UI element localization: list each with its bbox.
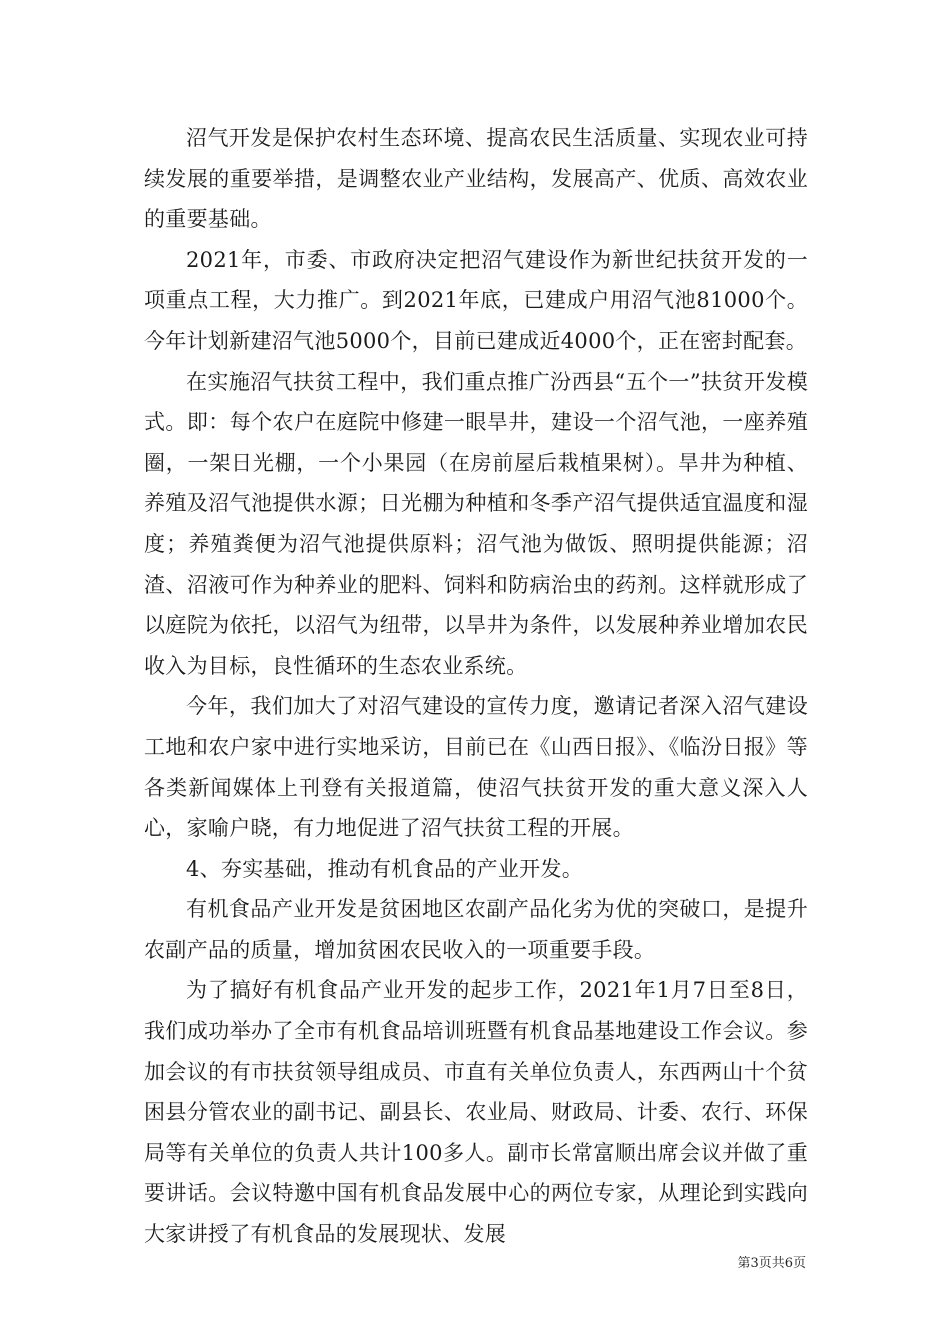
paragraph-organic-food-intro: 有机食品产业开发是贫困地区农副产品化劣为优的突破口，是提升农副产品的质量，增加贫困农民收入的一项重要手段。 [144, 897, 808, 962]
page-number: 第3页共6页 [737, 1256, 806, 1271]
paragraph-training-meeting: 为了搞好有机食品产业开发的起步工作，2021年1月7日至8日，我们成功举办了全市有机食品培训班暨有机食品基地建设工作会议。参加会议的有市扶贫领导组成员、市直有关单位负责人，东西两山十个贫困县分管农业的副书记、副县长、农业局、财政局、计委、农行、环保局等有关单位的负责人共计100多人。副市长常富顺出席会议并做了重要讲话。会议特邀中国有机食品发展中心的两位专家，从理论到实践向大家讲授了有机食品的发展现状、发展 [144, 978, 808, 1247]
paragraph-five-one-model: 在实施沼气扶贫工程中，我们重点推广汾西县“五个一”扶贫开发模式。即：每个农户在庭院中修建一眼旱井，建设一个沼气池，一座养殖圈，一架日光棚，一个小果园（在房前屋后栽植果树）。旱井为种植、养殖及沼气池提供水源；日光棚为种植和冬季产沼气提供适宜温度和湿度；养殖粪便为沼气池提供原料；沼气池为做饭、照明提供能源；沼渣、沼液可作为种养业的肥料、饲料和防病治虫的药剂。这样就形成了以庭院为依托，以沼气为纽带，以旱井为条件，以发展种养业增加农民收入为目标，良性循环的生态农业系统。 [144, 369, 808, 678]
paragraph-publicity: 今年，我们加大了对沼气建设的宣传力度，邀请记者深入沼气建设工地和农户家中进行实地采访，目前已在《山西日报》、《临汾日报》等各类新闻媒体上刊登有关报道篇，使沼气扶贫开发的重大意义深入人心，家喻户晓，有力地促进了沼气扶贫工程的开展。 [144, 694, 808, 841]
section-heading-organic-food: 4、夯实基础，推动有机食品的产业开发。 [186, 856, 584, 881]
document-body [144, 118, 808, 1255]
paragraph-biogas-progress: 2021年，市委、市政府决定把沼气建设作为新世纪扶贫开发的一项重点工程，大力推广。到2021年底，已建成户用沼气池81000个。今年计划新建沼气池5000个，目前已建成近4000个，正在密封配套。 [144, 247, 808, 353]
paragraph-biogas-intro: 沼气开发是保护农村生态环境、提高农民生活质量、实现农业可持续发展的重要举措，是调整农业产业结构，发展高产、优质、高效农业的重要基础。 [144, 126, 808, 232]
